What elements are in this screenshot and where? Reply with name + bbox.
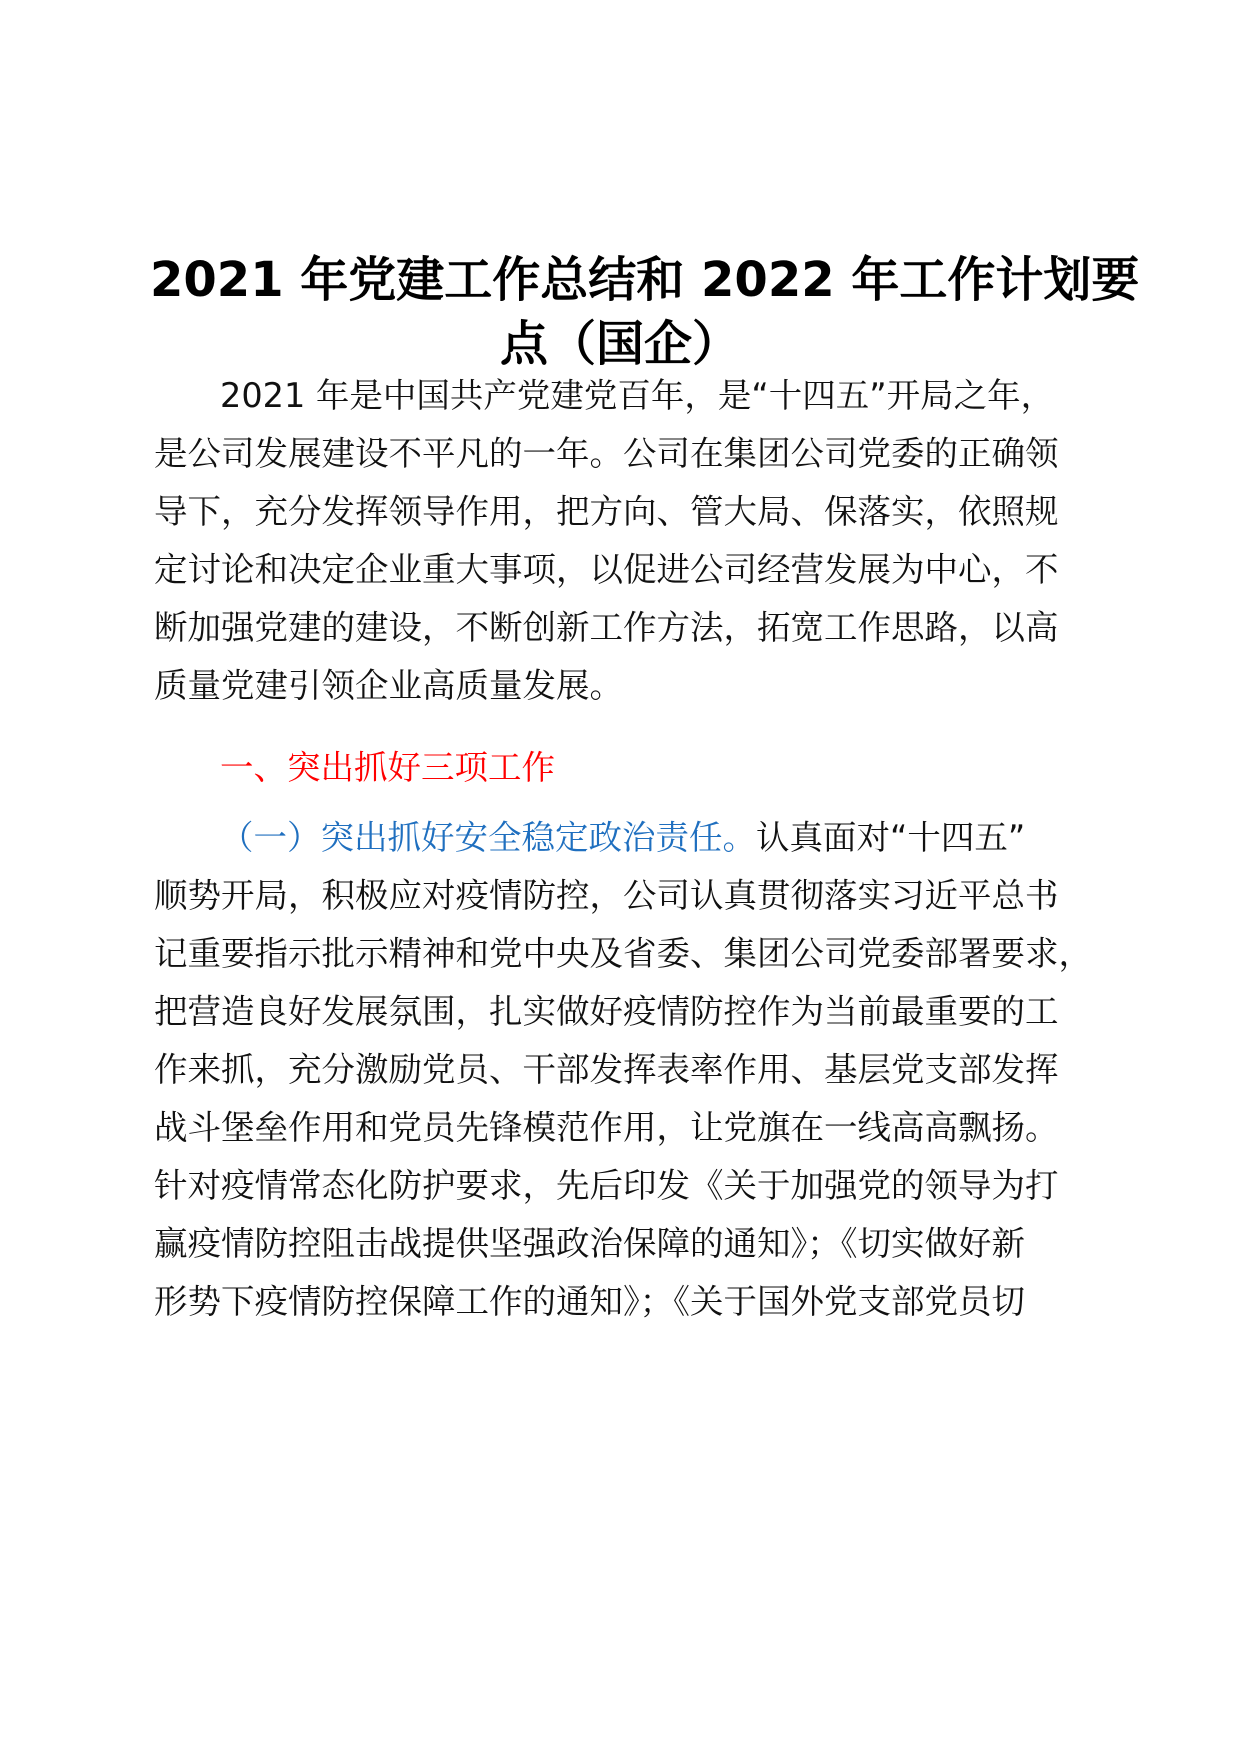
body-line: 顺势开局，积极应对疫情防控，公司认真贯彻落实习近平总书 (154, 876, 1059, 915)
intro-line-1: 2021 年是中国共产党建党百年，是“十四五”开局之年， (220, 376, 1055, 415)
document-title-line-1: 2021 年党建工作总结和 2022 年工作计划要 (150, 252, 1140, 308)
body-line: 赢疫情防控阻击战提供坚强政治保障的通知》；《切实做好新 (154, 1224, 1025, 1263)
body-line: 作来抓，充分激励党员、干部发挥表率作用、基层党支部发挥 (154, 1050, 1059, 1089)
body-line: 战斗堡垒作用和党员先锋模范作用，让党旗在一线高高飘扬。 (154, 1108, 1059, 1147)
intro-line-2: 是公司发展建设不平凡的一年。公司在集团公司党委的正确领 (154, 434, 1059, 473)
subsection-heading: （一）突出抓好安全稳定政治责任。 (220, 818, 756, 857)
section-heading: 一、突出抓好三项工作 (220, 748, 555, 787)
document-title-line-2: 点（国企） (499, 316, 740, 372)
body-line: 记重要指示批示精神和党中央及省委、集团公司党委部署要求， (154, 934, 1092, 973)
intro-line-6: 质量党建引领企业高质量发展。 (154, 666, 623, 705)
subsection-first-line (220, 814, 1025, 862)
body-line: 把营造良好发展氛围，扎实做好疫情防控作为当前最重要的工 (154, 992, 1059, 1031)
intro-line-4: 定讨论和决定企业重大事项，以促进公司经营发展为中心，不 (154, 550, 1059, 589)
intro-line-5: 断加强党建的建设，不断创新工作方法，拓宽工作思路，以高 (154, 608, 1059, 647)
subsection-first-line-text: 认真面对“十四五” (756, 818, 1026, 857)
body-line: 形势下疫情防控保障工作的通知》；《关于国外党支部党员切 (154, 1282, 1025, 1321)
intro-line-3: 导下，充分发挥领导作用，把方向、管大局、保落实，依照规 (154, 492, 1059, 531)
body-line: 针对疫情常态化防护要求，先后印发《关于加强党的领导为打 (154, 1166, 1059, 1205)
